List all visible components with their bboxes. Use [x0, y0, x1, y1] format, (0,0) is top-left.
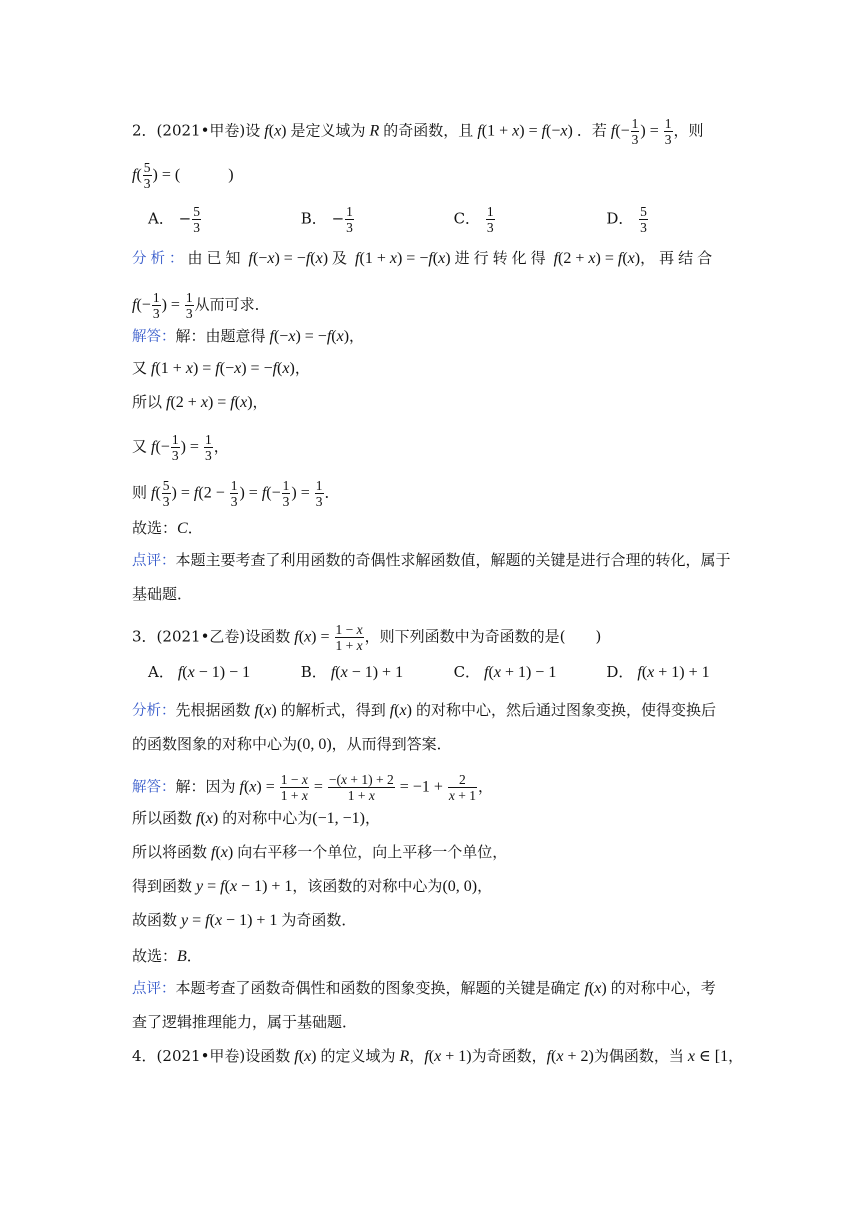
q2-option-b[interactable]: B． − $\frac{1}{3}$ [300, 204, 353, 235]
q2-solution-line-5: 则 f( $\frac{5}{3}$ ) = f(2 − $\frac{1}{3}$ ) = f(− $\frac{1}{3}$ ) = $\frac{1}{3}$ ． [132, 478, 340, 509]
q2-analysis-line-2: f(− $\frac{1}{3}$ ) = $\frac{1}{3}$ 从而可求． [132, 290, 270, 321]
q3-option-c[interactable]: C． f(x + 1) − 1 [453, 663, 557, 681]
q3-stem: 3．(2021•乙卷)设函数 f(x) = $\frac{1 - x}{1 + x}$ ，则下列函数中为奇函数的是( ) [132, 622, 602, 653]
q3-review-line-1: 点评：本题考查了函数奇偶性和函数的图象变换，解题的关键是确定 f(x) 的对称中心，考 [132, 979, 716, 997]
q2-options [148, 204, 754, 235]
q3-answer: 故选：B． [132, 947, 202, 965]
q2-stem-line-2: f( $\frac{5}{3}$ ) = ( ) [132, 160, 234, 191]
q2-stem-line-1: 2．(2021•甲卷)设 f(x) 是定义域为 R 的奇函数，且 f(1 + x) = f(−x) ．若 f(− $\frac{1}{3}$ ) = $\frac{1}{3}$ ，则 [132, 116, 704, 147]
q3-solution-line-3: 所以将函数 f(x) 向右平移一个单位，向上平移一个单位， [132, 843, 508, 861]
q2-review-line-1: 点评：本题主要考查了利用函数的奇偶性求解函数值，解题的关键是进行合理的转化，属于 [132, 551, 731, 569]
q2-option-c[interactable]: C． $\frac{1}{3}$ [453, 204, 494, 235]
q3-option-b[interactable]: B． f(x − 1) + 1 [300, 663, 404, 681]
q3-solution-line-4: 得到函数 y = f(x − 1) + 1，该函数的对称中心为(0, 0)， [132, 877, 493, 895]
q3-analysis-line-2: 的函数图象的对称中心为(0, 0)，从而得到答案． [132, 735, 452, 753]
q2-solution-line-4: 又 f(− $\frac{1}{3}$ ) = $\frac{1}{3}$ ， [132, 432, 229, 463]
q3-option-d[interactable]: D． f(x + 1) + 1 [606, 663, 710, 681]
q3-review-line-2: 查了逻辑推理能力，属于基础题． [132, 1013, 358, 1031]
q2-option-d[interactable]: D． $\frac{5}{3}$ [606, 204, 647, 235]
q3-solution-line-5: 故函数 y = f(x − 1) + 1 为奇函数． [132, 911, 357, 929]
q2-answer: 故选：C． [132, 519, 203, 537]
q3-analysis-line-1: 分析：先根据函数 f(x) 的解析式，得到 f(x) 的对称中心，然后通过图象变换，使得变换后 [132, 701, 716, 719]
q3-option-a[interactable]: A． f(x − 1) − 1 [148, 663, 251, 681]
q3-options [148, 662, 754, 683]
q2-solution-line-1: 解答：解：由题意得 f(−x) = −f(x)， [132, 327, 365, 345]
q2-solution-line-2: 又 f(1 + x) = f(−x) = −f(x)， [132, 359, 310, 377]
q3-solution-line-1: 解答：解：因为 f(x) = $\frac{1 - x}{1 + x}$ = $\frac{-(x + 1) + 2}{1 + x}$ = −1 + $\frac{2}{x + 1}$ ， [132, 772, 493, 803]
q2-option-a[interactable]: A． − $\frac{5}{3}$ [148, 204, 200, 235]
q4-stem: 4．(2021•甲卷)设函数 f(x) 的定义域为 R，f(x + 1)为奇函数，f(x + 2)为偶函数，当 x ∈ [1， [132, 1047, 744, 1065]
q2-review-line-2: 基础题． [132, 585, 193, 603]
q2-analysis-line-1: 分析：由已知 f(−x) = −f(x) 及 f(1 + x) = −f(x) 进行转化得 f(2 + x) = f(x)，再结合 [132, 249, 717, 267]
q3-solution-line-2: 所以函数 f(x) 的对称中心为(−1, −1)， [132, 809, 380, 827]
q2-solution-line-3: 所以 f(2 + x) = f(x)， [132, 393, 268, 411]
